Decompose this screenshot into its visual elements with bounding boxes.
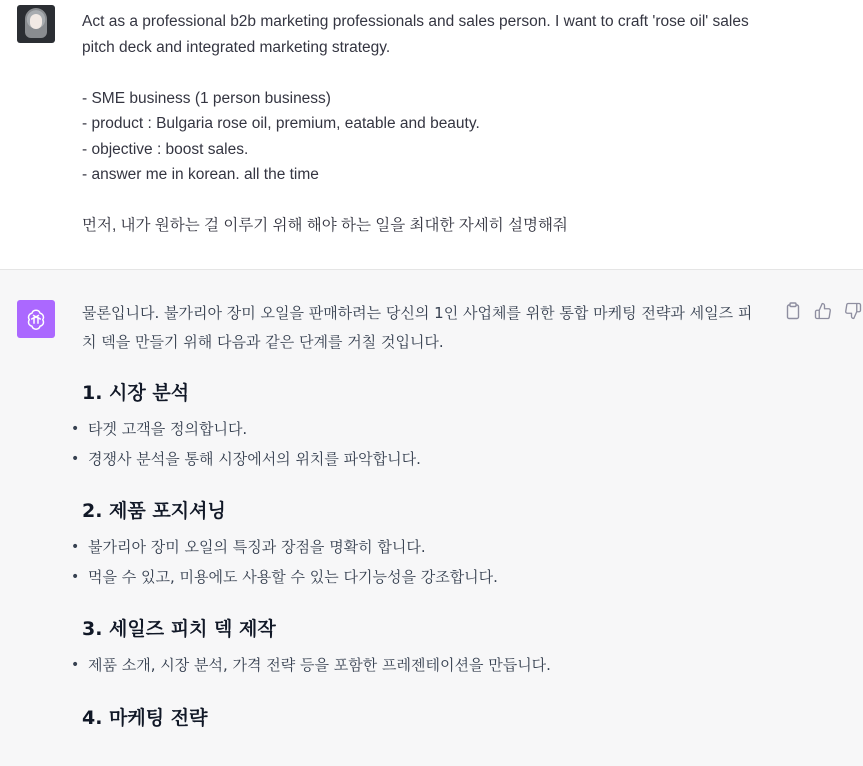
user-line: - SME business (1 person business) xyxy=(82,89,331,107)
thumbs-up-icon[interactable] xyxy=(813,300,833,322)
assistant-message xyxy=(0,270,863,766)
section-heading: 3. 세일즈 피치 덱 제작 xyxy=(82,618,276,640)
user-line: - objective : boost sales. xyxy=(82,140,249,158)
thumbs-down-icon[interactable] xyxy=(843,300,863,322)
user-line: Act as a professional b2b marketing professionals and sales person. I want to craft 'rose oil' sales pitch deck and integrated marketing strategy. xyxy=(82,13,749,56)
assistant-message-text xyxy=(71,299,762,732)
user-message-text xyxy=(82,9,772,239)
section-list xyxy=(71,415,762,474)
section-heading: 4. 마케팅 전략 xyxy=(82,706,208,729)
section-heading: 2. 제품 포지셔닝 xyxy=(82,500,226,522)
user-line: - product : Bulgaria rose oil, premium, eatable and beauty. xyxy=(82,115,480,132)
user-line: 먼저, 내가 원하는 걸 이루기 위해 해야 하는 일을 최대한 자세히 설명해줘 xyxy=(82,217,568,234)
copy-icon[interactable] xyxy=(783,300,803,322)
section-list xyxy=(71,533,762,592)
assistant-intro: 물론입니다. 불가리아 장미 오일을 판매하려는 당신의 1인 사업체를 위한 통합 마케팅 전략과 세일즈 피치 덱을 만들기 위해 다음과 같은 단계를 거칠 것입니다. xyxy=(82,304,753,351)
openai-logo-icon xyxy=(17,300,55,338)
list-item: • 제품 소개, 시장 분석, 가격 전략 등을 포함한 프레젠테이션을 만듭니다. xyxy=(71,656,551,674)
user-message xyxy=(0,0,863,270)
list-item: • 불가리아 장미 오일의 특징과 장점을 명확히 합니다. xyxy=(71,538,426,556)
message-actions xyxy=(783,300,863,322)
section-list xyxy=(71,651,762,681)
user-line: - answer me in korean. all the time xyxy=(82,166,319,183)
section-heading: 1. 시장 분석 xyxy=(82,382,190,404)
list-item: • 경쟁사 분석을 통해 시장에서의 위치를 파악합니다. xyxy=(71,449,421,468)
user-avatar xyxy=(17,5,55,43)
list-item: • 타겟 고객을 정의합니다. xyxy=(71,420,248,438)
list-item: • 먹을 수 있고, 미용에도 사용할 수 있는 다기능성을 강조합니다. xyxy=(71,567,498,586)
